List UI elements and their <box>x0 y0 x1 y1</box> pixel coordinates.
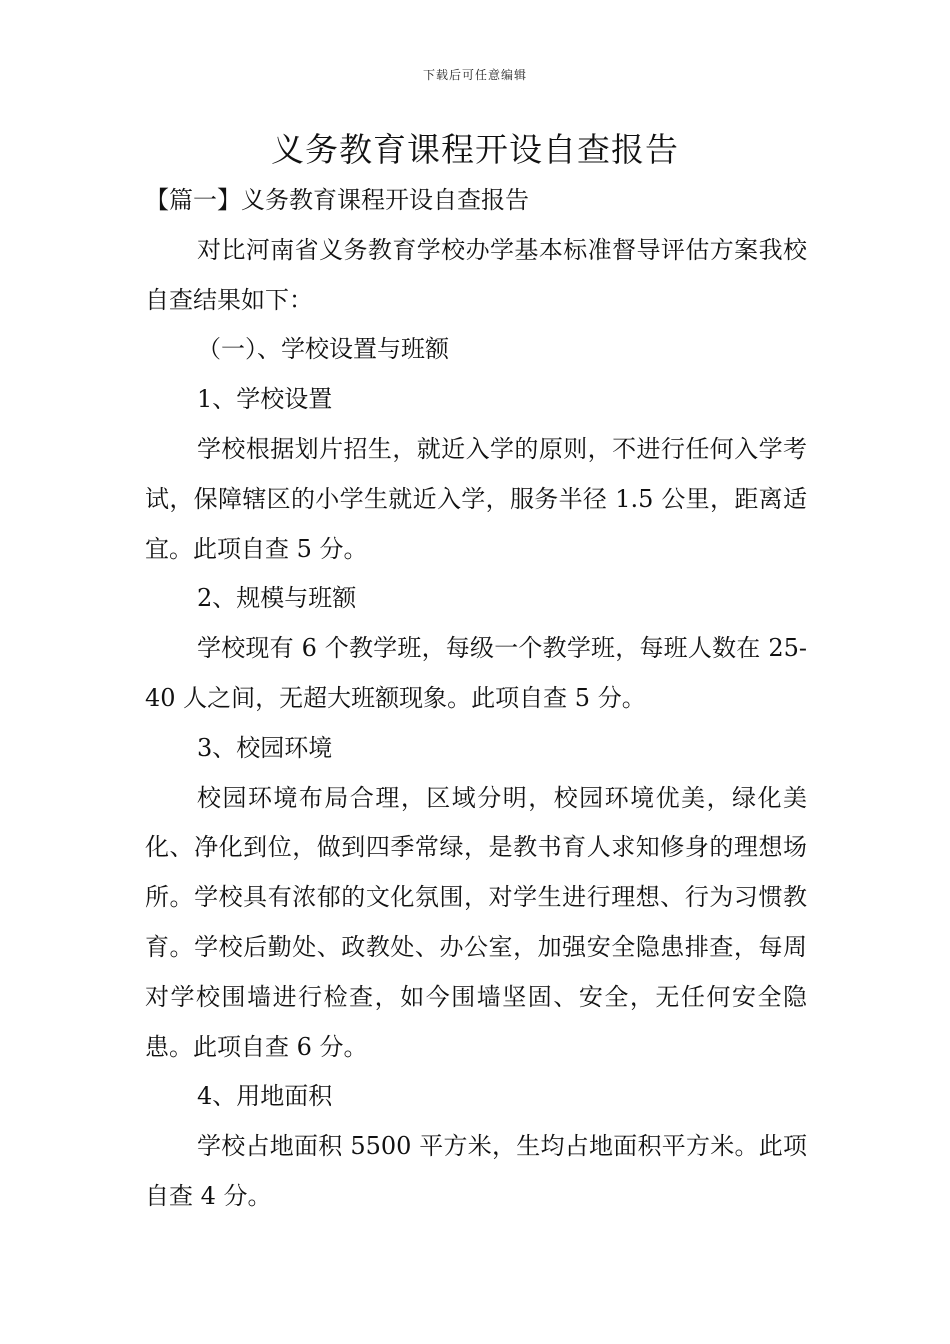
document-body <box>145 176 807 1222</box>
header-note: 下载后可任意编辑 <box>422 68 527 82</box>
section-heading-school-setup: （一）、学校设置与班额 <box>197 335 449 364</box>
subheading-land-area: 4、用地面积 <box>197 1082 333 1111</box>
subheading-school-setting: 1、学校设置 <box>197 385 333 414</box>
paragraph-campus-environment: 校园环境布局合理，区域分明，校园环境优美，绿化美化、净化到位，做到四季常绿，是教书育人求知修身的理想场所。学校具有浓郁的文化氛围，对学生进行理想、行为习惯教育。学校后勤处、政教处、办公室，加强安全隐患排查，每周对学校围墙进行检查，如今围墙坚固、安全，无任何安全隐患。此项自查 6 分。 <box>145 783 807 1061</box>
paragraph-land-area: 学校占地面积 5500 平方米，生均占地面积平方米。此项自查 4 分。 <box>145 1132 807 1210</box>
subheading-scale-class-size: 2、规模与班额 <box>197 584 357 613</box>
intro-paragraph: 对比河南省义务教育学校办学基本标准督导评估方案我校自查结果如下： <box>145 235 807 314</box>
section-title: 【篇一】义务教育课程开设自查报告 <box>145 186 529 214</box>
paragraph-scale-class-size: 学校现有 6 个教学班，每级一个教学班，每班人数在 25-40 人之间，无超大班额现象。此项自查 5 分。 <box>145 634 807 712</box>
subheading-campus-environment: 3、校园环境 <box>197 733 333 762</box>
paragraph-school-setting: 学校根据划片招生，就近入学的原则，不进行任何入学考试，保障辖区的小学生就近入学，服务半径 1.5 公里，距离适宜。此项自查 5 分。 <box>145 434 807 563</box>
document-title: 义务教育课程开设自查报告 <box>271 130 679 169</box>
